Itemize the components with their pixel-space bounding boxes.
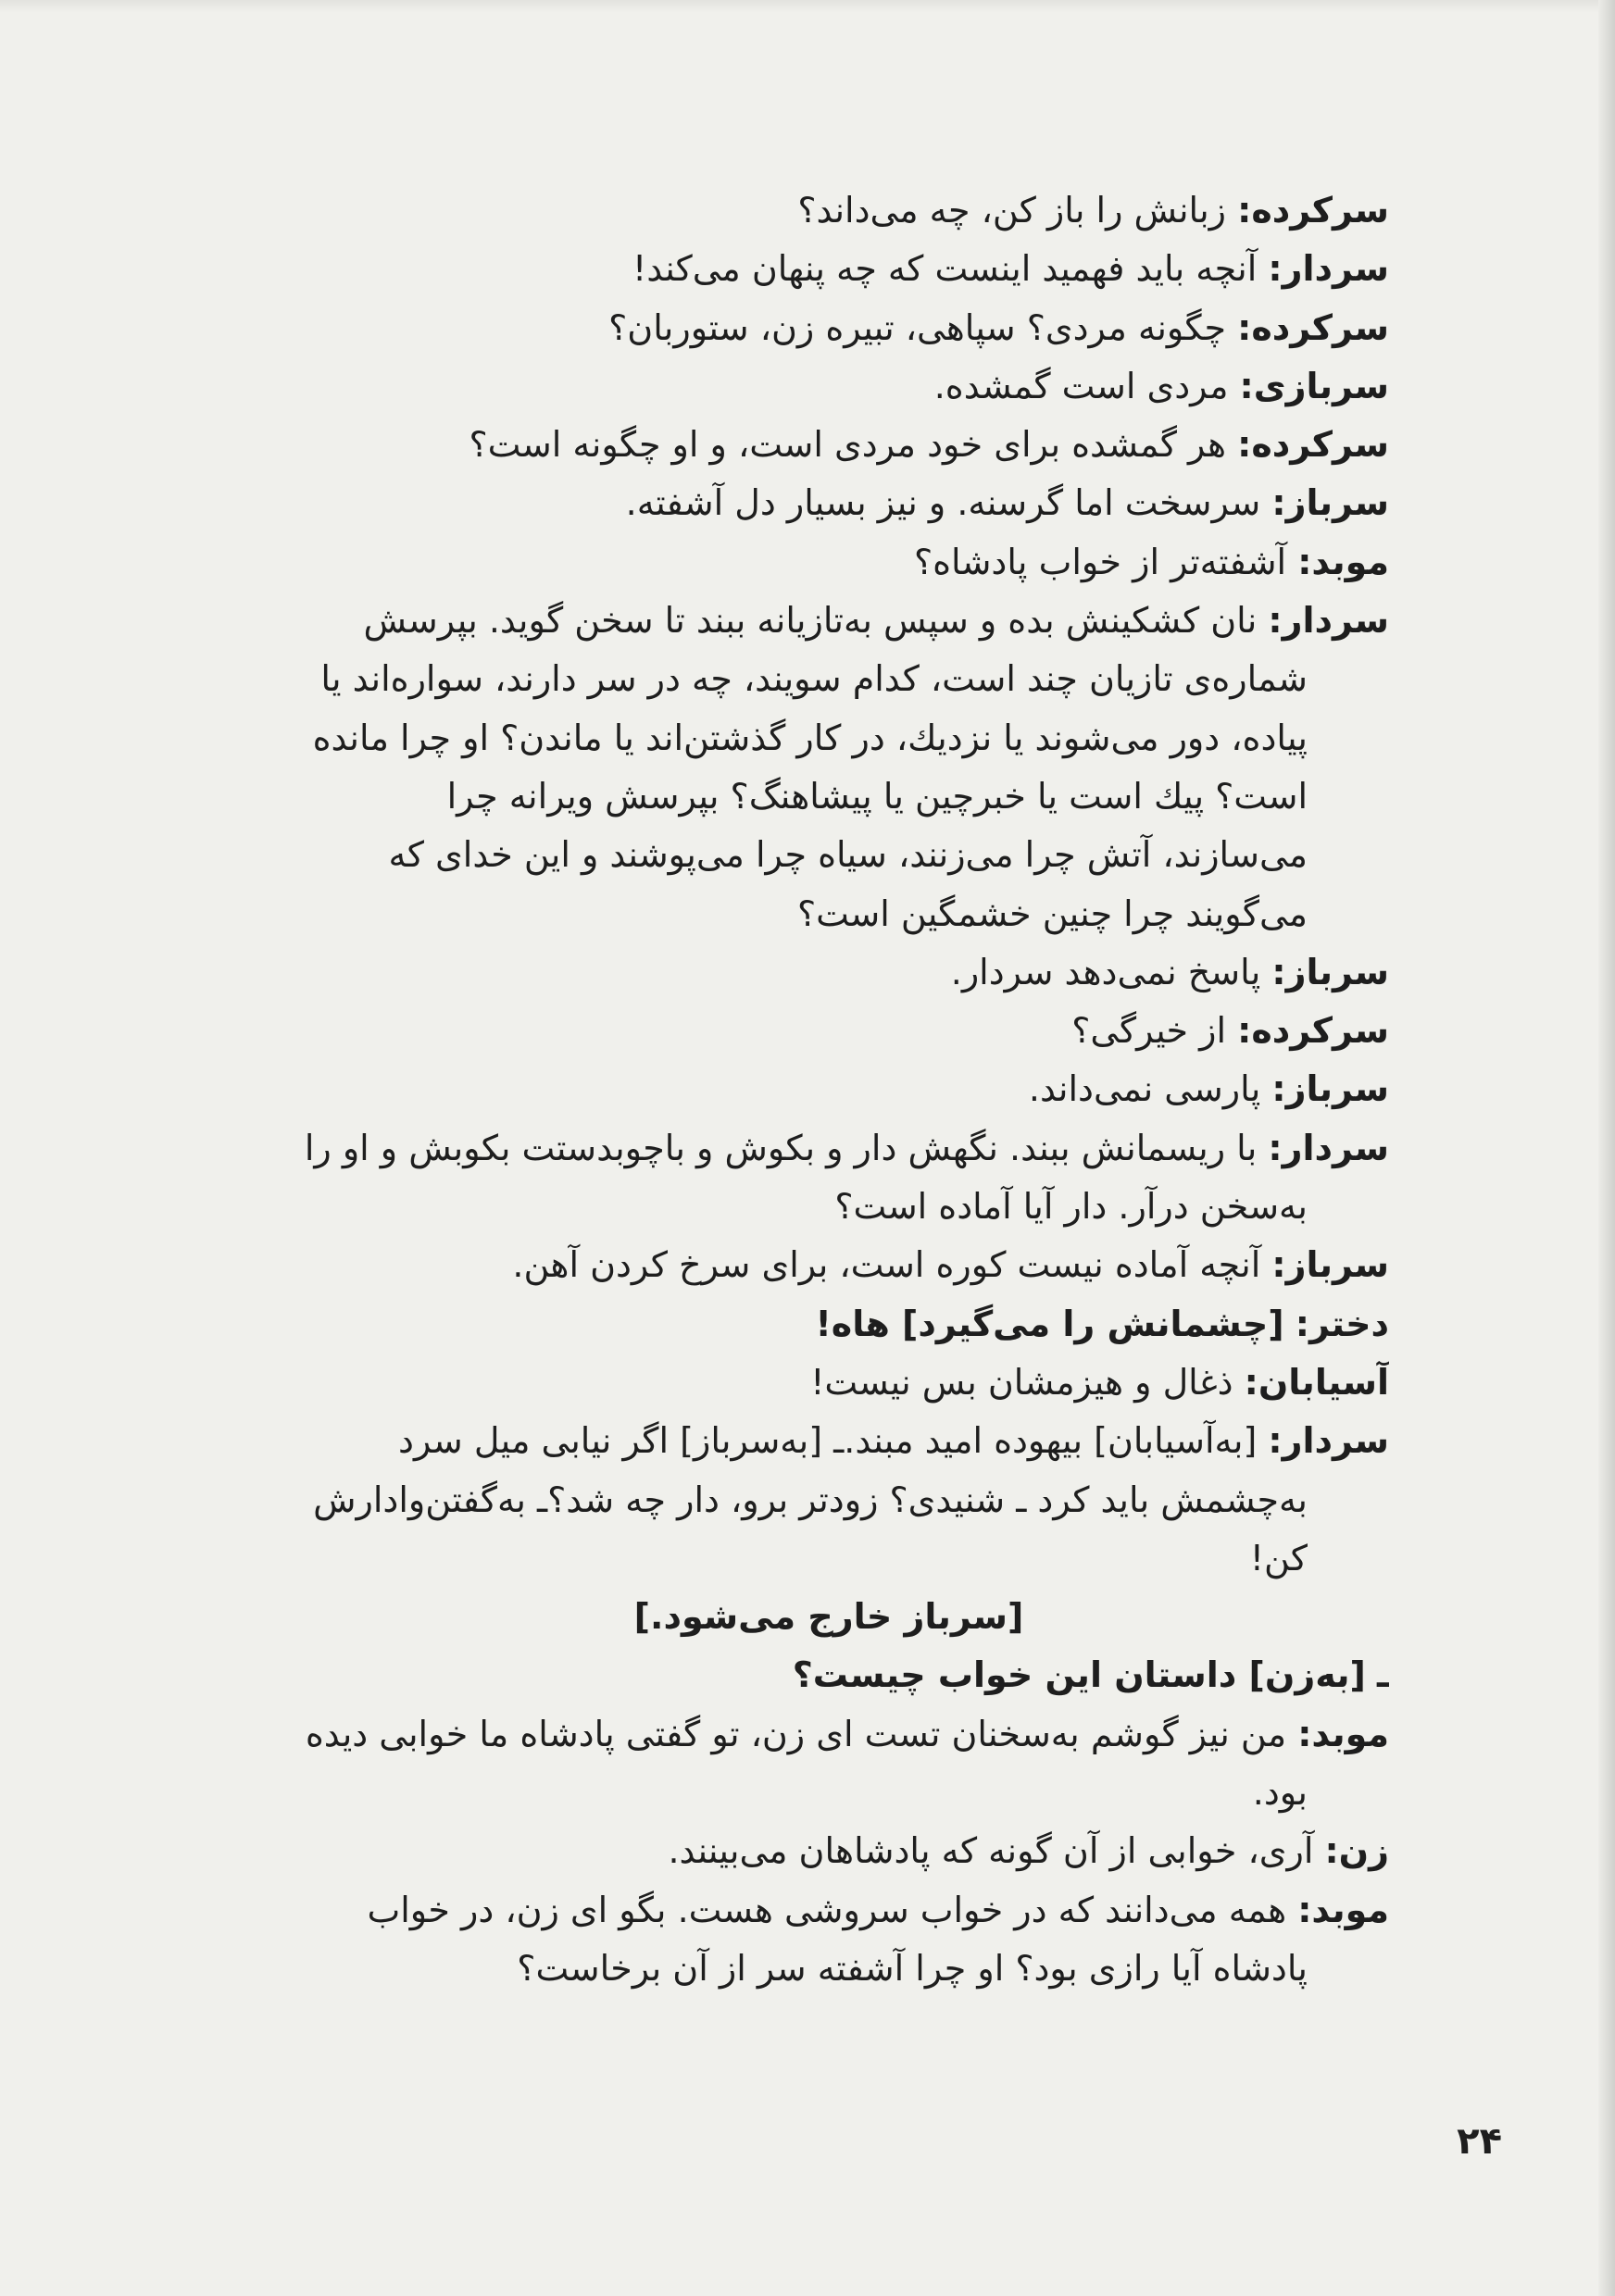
dialogue-line: [269, 1881, 1389, 1940]
dialogue-continuation: به‌سخن درآر. دار آیا آماده است؟: [834, 1186, 1308, 1228]
dialogue-line: [269, 1822, 1389, 1880]
speaker-name: سرباز:: [1271, 951, 1389, 992]
dialogue-text: مردی است گمشده.: [933, 365, 1229, 406]
dialogue-entry: [269, 1412, 1389, 1588]
dialogue-line: [269, 1295, 1389, 1354]
dialogue-continuation: کن!: [1249, 1537, 1308, 1578]
dialogue-text: [به‌آسیابان] بیهوده امید مبند.ـ [به‌سرباز] اگر نیابی میل سرد: [398, 1420, 1258, 1462]
dialogue-text: پارسی نمی‌داند.: [1028, 1068, 1261, 1110]
speaker-name: موبد:: [1297, 541, 1389, 582]
dialogue-entry: [269, 1705, 1389, 1823]
dialogue-text: آری، خوابی از آن گونه که پادشاهان می‌بینند.: [668, 1830, 1314, 1872]
dialogue-continuation: بود.: [1252, 1772, 1308, 1814]
dialogue-line: [269, 474, 1389, 532]
dialogue-entry: [269, 533, 1389, 592]
dialogue-entry: [269, 943, 1389, 1002]
speaker-name: سردار:: [1268, 1127, 1389, 1168]
dialogue-line: [269, 357, 1389, 416]
speaker-name: ـ: [1377, 1654, 1389, 1696]
dialogue-entry: [269, 1354, 1389, 1412]
dialogue-text: هر گمشده برای خود مردی است، و او چگونه است؟: [469, 424, 1227, 466]
dialogue-line: [269, 1060, 1389, 1118]
page-body: [269, 181, 1389, 2200]
speaker-name: سرکرده:: [1237, 306, 1389, 348]
dialogue-text: با ریسمانش ببند. نگهش دار و بکوش و باچوبدستت بکوبش و او را: [304, 1127, 1258, 1168]
dialogue-text: آنچه آماده نیست کوره است، برای سرخ کردن آهن.: [512, 1244, 1261, 1286]
dialogue-continuation: می‌سازند، آتش چرا می‌زنند، سیاه چرا می‌پوشند و این خدای که: [388, 834, 1308, 876]
dialogue-entry: [269, 299, 1389, 357]
dialogue-continuation: می‌گویند چرا چنین خشمگین است؟: [796, 892, 1308, 934]
dialogue-line: [269, 299, 1389, 357]
dialogue-line: [269, 181, 1389, 240]
dialogue-text: آنچه باید فهمید اینست که چه پنهان می‌کند!: [632, 248, 1258, 290]
dialogue-entry: [269, 1119, 1389, 1237]
dialogue-entry: [269, 1002, 1389, 1060]
speaker-name: سرباز:: [1271, 1244, 1389, 1286]
speaker-name: سردار:: [1268, 600, 1389, 642]
speaker-name: سرکرده:: [1237, 190, 1389, 231]
dialogue-continuation: است؟ پیك است یا خبرچین یا پیشاهنگ؟ بپرسش ویرانه چرا: [446, 775, 1308, 817]
dialogue-entry: [269, 181, 1389, 240]
speaker-name: آسیابان:: [1244, 1361, 1389, 1403]
speaker-name: سرکرده:: [1237, 424, 1389, 466]
dialogue-text: سرسخت اما گرسنه. و نیز بسیار دل آشفته.: [625, 482, 1261, 524]
dialogue-text: من نیز گوشم به‌سخنان تست ای زن، تو گفتی پادشاه ما خوابی دیده: [305, 1713, 1287, 1754]
page-number: ۲۴: [1457, 2120, 1502, 2163]
dialogue-continuation: پادشاه آیا رازی بود؟ او چرا آشفته سر از آن برخاست؟: [517, 1947, 1308, 1989]
dialogue-text: [به‌زن] داستان این خواب چیست؟: [792, 1654, 1366, 1696]
dialogue-line: [269, 1119, 1389, 1178]
scan-top-edge: [0, 0, 1615, 13]
dialogue-entry: [269, 357, 1389, 416]
dialogue-line: [269, 592, 1389, 650]
speaker-name: زن:: [1324, 1830, 1389, 1872]
dialogue-text: ذغال و هیزمشان بس نیست!: [810, 1361, 1233, 1403]
dialogue-text: از خیرگی؟: [1071, 1010, 1227, 1052]
dialogue-entry: [269, 416, 1389, 474]
speaker-name: سردار:: [1268, 1420, 1389, 1462]
dialogue-text: آشفته‌تر از خواب پادشاه؟: [913, 541, 1287, 582]
dialogue-line: [269, 1412, 1389, 1470]
dialogue-entry: [269, 1881, 1389, 1999]
dialogue-line: [269, 240, 1389, 298]
stage-direction: [269, 1588, 1389, 1646]
dialogue-line: [269, 943, 1389, 1002]
scan-right-edge: [1598, 0, 1615, 2296]
dialogue-line: [269, 1002, 1389, 1060]
dialogue-text: زبانش را باز کن، چه می‌داند؟: [797, 190, 1227, 231]
speaker-name: دختر:: [1295, 1303, 1389, 1344]
dialogue-text: نان کشکینش بده و سپس به‌تازیانه ببند تا سخن گوید. بپرسش: [363, 600, 1258, 642]
dialogue-entry: [269, 1822, 1389, 1880]
dialogue-entry: [269, 592, 1389, 943]
dialogue-continuation: به‌چشمش باید کرد ـ شنیدی؟ زودتر برو، دار چه شد؟ـ به‌گفتن‌وادارش: [313, 1479, 1308, 1520]
dialogue-text: [چشمانش را می‌گیرد] هاه!: [815, 1303, 1284, 1344]
dialogue-line: [269, 1236, 1389, 1294]
stage-direction-text: [سرباز خارج می‌شود.]: [633, 1596, 1024, 1638]
dialogue-text: چگونه مردی؟ سپاهی، تبیره زن، ستوربان؟: [608, 306, 1227, 348]
dialogue-line: [269, 416, 1389, 474]
dialogue-entry: [269, 1060, 1389, 1118]
dialogue-line: [269, 1705, 1389, 1764]
dialogue-entry: [269, 240, 1389, 298]
dialogue-entry: [269, 1236, 1389, 1294]
speaker-name: موبد:: [1297, 1889, 1389, 1930]
speaker-name: سرباز:: [1271, 482, 1389, 524]
speaker-name: موبد:: [1297, 1713, 1389, 1754]
dialogue-continuation: شماره‌ی تازیان چند است، کدام سویند، چه در سر دارند، سواره‌اند یا: [320, 658, 1308, 700]
dialogue-line: [269, 533, 1389, 592]
speaker-name: سردار:: [1268, 248, 1389, 290]
dialogue-continuation: پیاده، دور می‌شوند یا نزدیك، در کار گذشتن‌اند یا ماندن؟ او چرا مانده: [312, 717, 1308, 758]
speaker-name: سربازی:: [1239, 365, 1389, 406]
dialogue-entry: [269, 1295, 1389, 1354]
speaker-name: سرکرده:: [1237, 1010, 1389, 1052]
dialogue-text: پاسخ نمی‌دهد سردار.: [950, 951, 1261, 992]
dialogue-entry: [269, 474, 1389, 532]
dialogue-entry: [269, 1646, 1389, 1704]
speaker-name: سرباز:: [1271, 1068, 1389, 1110]
dialogue-text: همه می‌دانند که در خواب سروشی هست. بگو ای زن، در خواب: [367, 1889, 1287, 1930]
dialogue-line: [269, 1354, 1389, 1412]
dialogue-line: [269, 1646, 1389, 1704]
